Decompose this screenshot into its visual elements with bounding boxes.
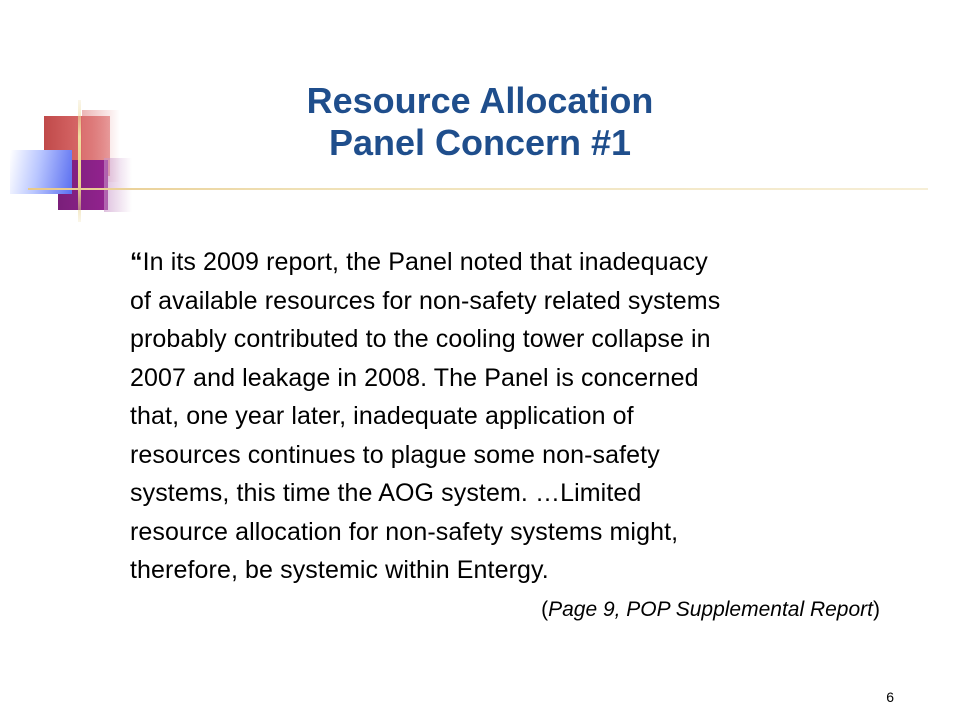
title-line-2: Panel Concern #1 — [328, 122, 632, 163]
quote-block — [130, 243, 890, 590]
quote-line: 2007 and leakage in 2008. The Panel is concerned — [130, 363, 699, 392]
citation — [541, 596, 880, 624]
citation-open-paren: ( — [541, 598, 549, 621]
citation-close-paren: ) — [873, 598, 880, 621]
citation-text: Page 9, POP Supplemental Report — [548, 598, 873, 621]
open-quote-mark: “ — [130, 248, 143, 276]
quote-line: resources continues to plague some non-safety — [130, 440, 660, 469]
quote-line-text: In its 2009 report, the Panel noted that inadequacy — [142, 248, 708, 276]
quote-line: of available resources for non-safety related systems — [130, 286, 721, 315]
purple-fade-decoration — [104, 158, 132, 212]
quote-line: resource allocation for non-safety systems might, — [130, 517, 679, 546]
vertical-accent-line — [78, 100, 81, 222]
quote-line: probably contributed to the cooling tower collapse in — [130, 325, 711, 353]
page-number: 6 — [886, 689, 894, 705]
title-line-1: Resource Allocation — [306, 80, 654, 121]
quote-line — [130, 243, 890, 282]
quote-line: therefore, be systemic within Entergy. — [130, 556, 549, 584]
quote-line: that, one year later, inadequate application of — [130, 402, 634, 430]
quote-line: systems, this time the AOG system. …Limited — [130, 479, 642, 507]
slide-title — [200, 80, 760, 164]
horizontal-accent-line — [28, 188, 928, 190]
